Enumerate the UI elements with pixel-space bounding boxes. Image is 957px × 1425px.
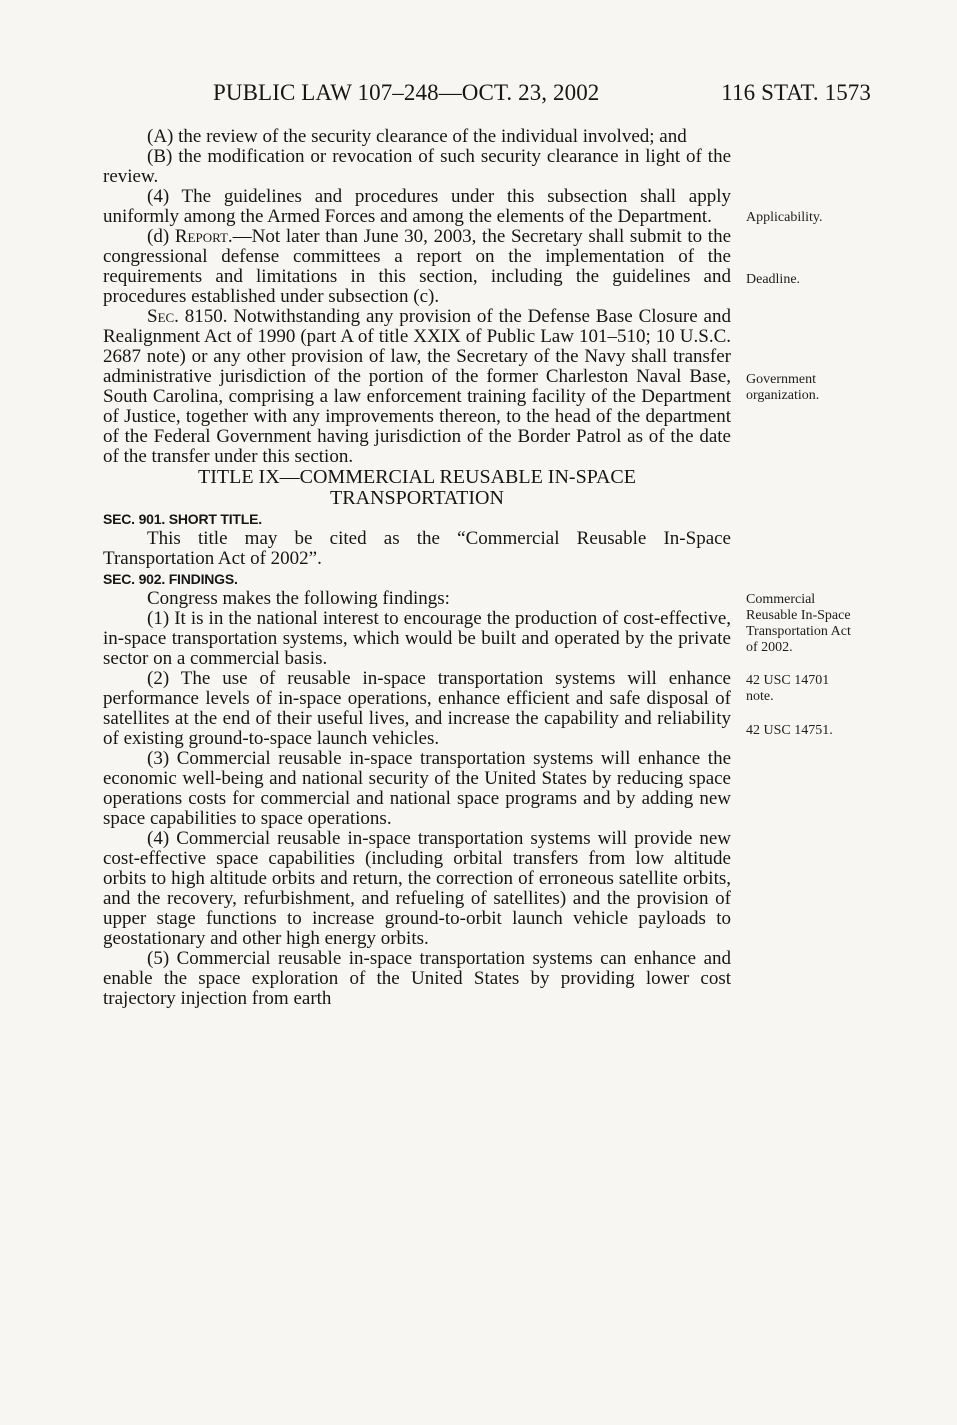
para-d-text: —Not later than June 30, 2003, the Secretary shall submit to the congressional defense committees a report on the implementation of the requirements and limitations in this section, including the guidelines and procedures established under subsection (c).: [103, 226, 732, 307]
para-d-label: (d): [147, 226, 175, 247]
para-b-modification: (B) the modification or revocation of such security clearance in light of the review.: [103, 146, 731, 187]
title-ix-heading: TITLE IX—COMMERCIAL REUSABLE IN-SPACE TRANSPORTATION: [198, 466, 636, 509]
finding-3: (3) Commercial reusable in-space transportation systems will enhance the economic well-being and national security of the United States by reducing space operations costs for commercial and national space programs and by adding new space capabilities to space operations.: [103, 748, 731, 829]
margin-note-government-organization: Government organization.: [746, 372, 820, 403]
finding-4: (4) Commercial reusable in-space transportation systems will provide new cost-effective space capabilities (including orbital transfers from low altitude orbits to high altitude orbits and return, the correction of erroneous satellite orbits, and the recovery, refurbishment, and refueling of satellites) and the provision of upper stage functions to increase ground-to-orbit launch vehicle payloads to geostationary and other high energy orbits.: [103, 828, 731, 949]
margin-note-deadline: Deadline.: [746, 272, 801, 287]
para-d-caption: Report.: [174, 226, 233, 247]
finding-5: (5) Commercial reusable in-space transportation systems can enhance and enable the space exploration of the United States by providing lower cost trajectory injection from earth: [103, 948, 731, 1009]
sec-901-text: This title may be cited as the “Commercial Reusable In-Space Transportation Act of 2002”.: [103, 528, 731, 569]
sec-8150-text: Notwithstanding any provision of the Defense Base Closure and Realignment Act of 1990 (part A of title XXIX of Public Law 101–510; 10 U.S.C. 2687 note) or any other provision of law, the Secretary of the Navy shall transfer administrative jurisdiction of the portion of the former Charleston Naval Base, South Carolina, comprising a law enforcement training facility of the Department of Justice, together with any improvements thereon, to the head of the department of the Federal Government having jurisdiction of the Border Patrol as of the date of the transfer under this section.: [103, 306, 731, 467]
margin-note-usc-14701: 42 USC 14701 note.: [746, 673, 830, 704]
finding-1: (1) It is in the national interest to encourage the production of cost-effective, in-space transportation systems, which would be built and operated by the private sector on a commercial basis.: [103, 608, 731, 669]
sec-902-intro: Congress makes the following findings:: [147, 588, 450, 609]
margin-note-applicability: Applicability.: [746, 210, 823, 225]
margin-note-act-name: Commercial Reusable In-Space Transportation Act of 2002.: [746, 592, 851, 655]
finding-2: (2) The use of reusable in-space transportation systems will enhance performance levels of in-space operations, enhance efficient and safe disposal of satellites at the end of their useful lives, and increase the capability and reliability of existing ground-to-space launch vehicles.: [103, 668, 731, 749]
sec-902-heading: SEC. 902. FINDINGS.: [103, 571, 238, 587]
sec-8150: [103, 307, 731, 467]
para-d-report: [103, 227, 731, 307]
para-4-guidelines: (4) The guidelines and procedures under this subsection shall apply uniformly among the Armed Forces and among the elements of the Department.: [103, 186, 731, 227]
body-text: [103, 127, 731, 1009]
header-law-citation: PUBLIC LAW 107–248—OCT. 23, 2002: [213, 80, 600, 105]
sec-8150-label: Sec. 8150.: [147, 306, 228, 327]
para-a-review: (A) the review of the security clearance of the individual involved; and: [147, 126, 687, 147]
margin-note-usc-14751: 42 USC 14751.: [746, 723, 833, 738]
sec-901-heading: SEC. 901. SHORT TITLE.: [103, 511, 262, 527]
header-stat-page: 116 STAT. 1573: [721, 80, 871, 105]
